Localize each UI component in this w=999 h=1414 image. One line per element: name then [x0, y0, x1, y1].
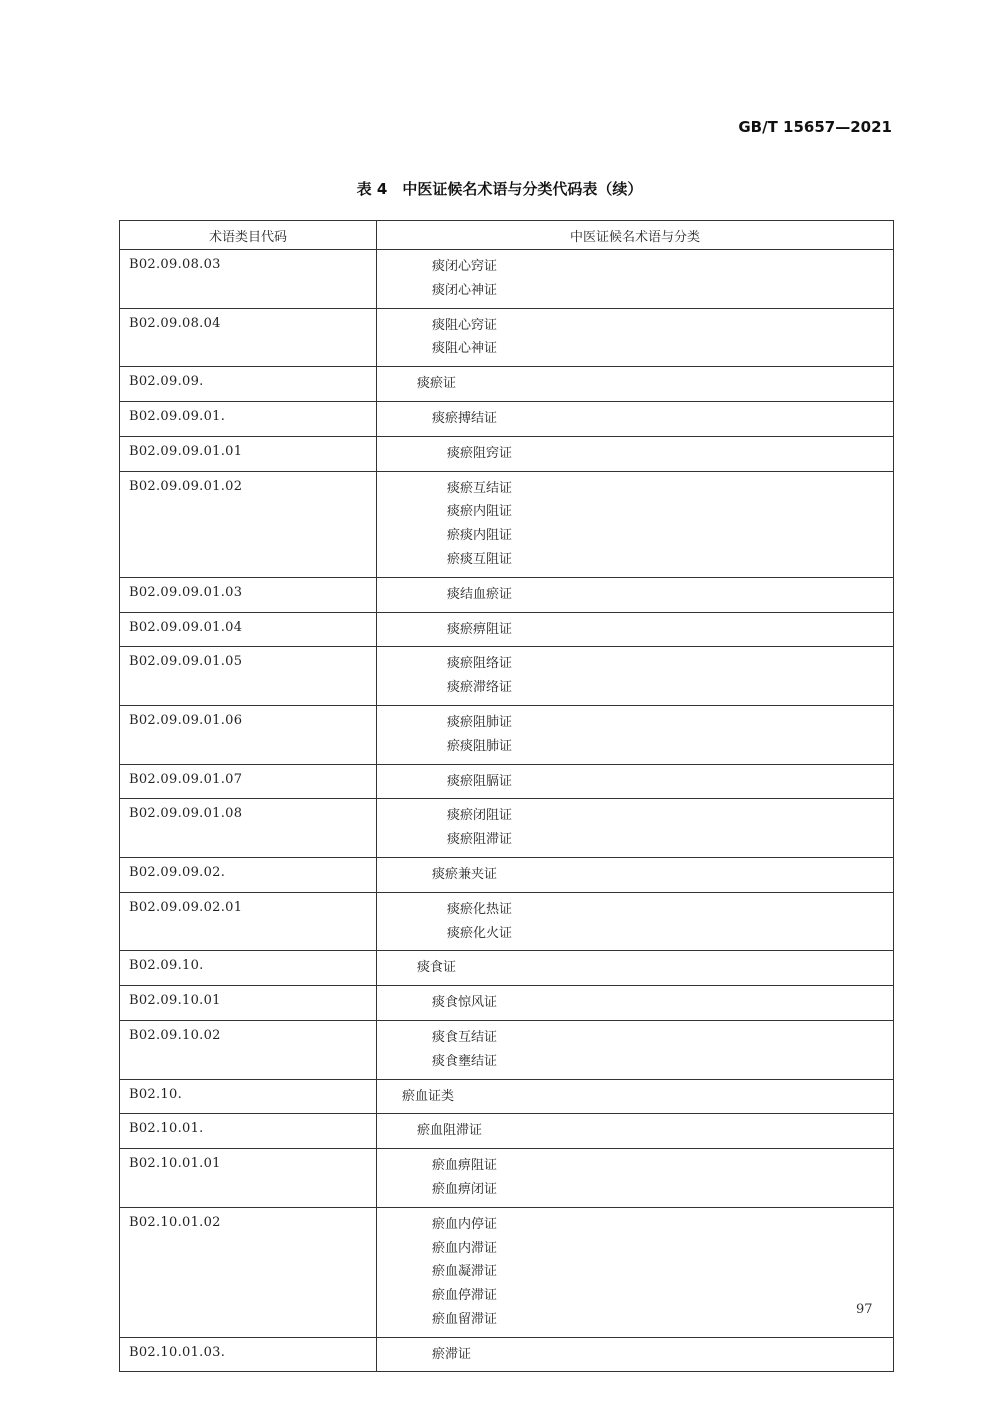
term-code: B02.10.01.02	[120, 1207, 377, 1337]
term-code: B02.09.09.01.08	[120, 799, 377, 858]
term-name: 痰瘀互结证	[447, 480, 513, 496]
term-name: 痰瘀证	[417, 376, 457, 392]
table-row	[120, 436, 894, 471]
term-code: B02.09.10.02	[120, 1020, 377, 1079]
table-row	[120, 647, 894, 706]
term-name: 瘀痰互阻证	[447, 551, 513, 567]
term-name: 瘀滞证	[432, 1346, 472, 1362]
term-code: B02.09.09.01.06	[120, 705, 377, 764]
term-cell	[377, 612, 894, 647]
term-name: 痰瘀阻络证	[447, 656, 513, 672]
term-cell	[377, 1337, 894, 1372]
term-code: B02.09.09.01.04	[120, 612, 377, 647]
term-cell	[377, 401, 894, 436]
term-name: 瘀血证类	[402, 1088, 455, 1104]
term-name: 痰瘀阻肺证	[447, 714, 513, 730]
term-name: 痰食惊风证	[432, 995, 498, 1011]
term-name: 瘀血凝滞证	[432, 1264, 498, 1280]
table-row	[120, 577, 894, 612]
term-cell	[377, 764, 894, 799]
table-row	[120, 1114, 894, 1149]
term-code: B02.09.09.01.	[120, 401, 377, 436]
term-cell	[377, 986, 894, 1021]
term-name: 痰瘀阻膈证	[447, 773, 513, 789]
table-row	[120, 250, 894, 309]
table-title: 表 4 中医证候名术语与分类代码表（续）	[356, 180, 643, 198]
table-row	[120, 1020, 894, 1079]
term-cell	[377, 857, 894, 892]
term-cell	[377, 250, 894, 309]
table-row	[120, 612, 894, 647]
term-code: B02.09.09.01.01	[120, 436, 377, 471]
term-cell	[377, 1207, 894, 1337]
term-name: 瘀血痹闭证	[432, 1181, 498, 1197]
table-row	[120, 705, 894, 764]
table-row	[120, 471, 894, 577]
term-code: B02.10.01.03.	[120, 1337, 377, 1372]
term-cell	[377, 308, 894, 367]
term-name: 痰瘀痹阻证	[447, 621, 513, 637]
term-cell	[377, 1114, 894, 1149]
column-header-terms: 中医证候名术语与分类	[377, 221, 894, 250]
table-row	[120, 857, 894, 892]
term-cell	[377, 577, 894, 612]
term-name: 瘀痰阻肺证	[447, 738, 513, 754]
term-cell	[377, 1020, 894, 1079]
table-row	[120, 1079, 894, 1114]
table-row	[120, 892, 894, 951]
table-row	[120, 951, 894, 986]
table-row	[120, 799, 894, 858]
term-name: 痰阻心窍证	[432, 317, 498, 333]
term-cell	[377, 951, 894, 986]
term-cell	[377, 436, 894, 471]
table-row	[120, 308, 894, 367]
term-name: 痰食证	[417, 960, 457, 976]
table-row	[120, 764, 894, 799]
term-cell	[377, 799, 894, 858]
term-cell	[377, 647, 894, 706]
term-name: 瘀血阻滞证	[417, 1123, 483, 1139]
term-name: 瘀血内停证	[432, 1216, 498, 1232]
term-cell	[377, 367, 894, 402]
term-name: 痰瘀内阻证	[447, 504, 513, 520]
term-code: B02.09.09.01.07	[120, 764, 377, 799]
term-name: 痰瘀闭阻证	[447, 808, 513, 824]
table-row	[120, 1207, 894, 1337]
term-code: B02.09.08.03	[120, 250, 377, 309]
table-body	[120, 250, 894, 1372]
table-row	[120, 401, 894, 436]
term-name: 痰瘀滞络证	[447, 680, 513, 696]
term-code: B02.09.09.02.01	[120, 892, 377, 951]
term-code: B02.10.	[120, 1079, 377, 1114]
terms-table	[119, 220, 894, 1372]
term-code: B02.10.01.01	[120, 1149, 377, 1208]
term-name: 痰结血瘀证	[447, 586, 513, 602]
term-cell	[377, 892, 894, 951]
term-code: B02.09.10.01	[120, 986, 377, 1021]
table-row	[120, 986, 894, 1021]
term-name: 痰瘀阻滞证	[447, 832, 513, 848]
column-header-code: 术语类目代码	[120, 221, 377, 250]
term-cell	[377, 1149, 894, 1208]
table-header-row	[120, 221, 894, 250]
term-name: 瘀血内滞证	[432, 1240, 498, 1256]
table-row	[120, 1149, 894, 1208]
term-cell	[377, 471, 894, 577]
table-row	[120, 1337, 894, 1372]
term-cell	[377, 1079, 894, 1114]
term-name: 痰闭心窍证	[432, 259, 498, 274]
term-code: B02.09.08.04	[120, 308, 377, 367]
page-number: 97	[856, 1302, 873, 1317]
term-cell	[377, 705, 894, 764]
table-row	[120, 367, 894, 402]
term-code: B02.09.10.	[120, 951, 377, 986]
term-name: 痰瘀化热证	[447, 901, 513, 917]
term-name: 瘀痰内阻证	[447, 528, 513, 544]
term-name: 痰食壅结证	[432, 1053, 498, 1069]
term-name: 瘀血停滞证	[432, 1288, 498, 1304]
term-name: 痰食互结证	[432, 1029, 498, 1045]
term-name: 痰阻心神证	[432, 341, 498, 357]
term-name: 痰闭心神证	[432, 282, 498, 298]
term-code: B02.09.09.01.02	[120, 471, 377, 577]
term-code: B02.09.09.	[120, 367, 377, 402]
standard-code: GB/T 15657—2021	[738, 118, 892, 136]
term-code: B02.09.09.02.	[120, 857, 377, 892]
term-name: 痰瘀阻窍证	[447, 445, 513, 461]
term-name: 瘀血痹阻证	[432, 1158, 498, 1174]
term-name: 痰瘀搏结证	[432, 410, 498, 426]
term-name: 瘀血留滞证	[432, 1311, 498, 1327]
term-code: B02.10.01.	[120, 1114, 377, 1149]
term-name: 痰瘀兼夹证	[432, 866, 498, 882]
term-code: B02.09.09.01.05	[120, 647, 377, 706]
term-code: B02.09.09.01.03	[120, 577, 377, 612]
term-name: 痰瘀化火证	[447, 925, 513, 941]
